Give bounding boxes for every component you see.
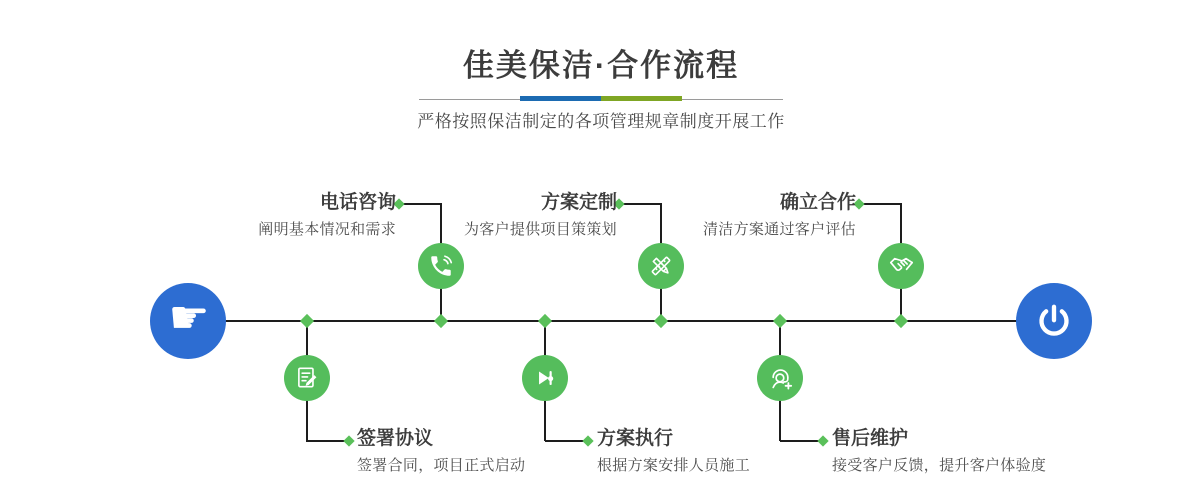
step-desc: 阐明基本情况和需求 xyxy=(258,221,396,238)
page-title: 佳美保洁·合作流程 xyxy=(462,48,740,83)
headset-plus-icon xyxy=(767,365,794,392)
page-subtitle: 严格按照保洁制定的各项管理规章制度开展工作 xyxy=(417,112,785,131)
timeline-line xyxy=(188,320,1054,322)
step-node-execution xyxy=(522,355,568,401)
step-desc: 签署合同，项目正式启动 xyxy=(357,457,526,474)
step-desc: 为客户提供项目策策划 xyxy=(463,221,617,238)
step-title: 方案执行 xyxy=(597,428,674,449)
phone-icon xyxy=(428,253,454,279)
label-diamond xyxy=(817,435,828,446)
timeline-start-node xyxy=(150,283,226,359)
connector-line xyxy=(861,203,902,205)
step-title: 售后维护 xyxy=(832,428,909,449)
step-label-phone xyxy=(258,193,396,239)
step-title: 签署协议 xyxy=(357,428,434,449)
timeline-node-diamond xyxy=(773,314,787,328)
step-title: 电话咨询 xyxy=(319,192,396,213)
step-desc: 清洁方案通过客户评估 xyxy=(702,221,856,238)
connector-line xyxy=(306,440,347,442)
step-node-phone xyxy=(418,243,464,289)
timeline-node-diamond xyxy=(434,314,448,328)
step-label-cooperation xyxy=(703,193,856,239)
step-node-aftersales xyxy=(757,355,803,401)
title-divider-green-segment xyxy=(601,96,682,101)
step-label-contract xyxy=(357,429,525,475)
timeline-end-node xyxy=(1016,283,1092,359)
title-divider-blue-segment xyxy=(520,96,601,101)
step-label-design xyxy=(464,193,617,239)
connector-line xyxy=(545,440,586,442)
play-next-icon xyxy=(532,365,558,391)
handshake-icon xyxy=(888,253,915,280)
timeline-node-diamond xyxy=(300,314,314,328)
power-icon xyxy=(1034,301,1074,341)
step-label-execution xyxy=(597,429,750,475)
step-title: 方案定制 xyxy=(540,192,617,213)
connector-line xyxy=(401,203,441,205)
connector-line xyxy=(780,440,821,442)
step-node-contract xyxy=(284,355,330,401)
step-desc: 接受客户反馈，提升客户体验度 xyxy=(832,457,1047,474)
step-label-aftersales xyxy=(832,429,1046,475)
pencil-ruler-icon xyxy=(648,253,674,279)
timeline-node-diamond xyxy=(894,314,908,328)
label-diamond xyxy=(343,435,354,446)
step-desc: 根据方案安排人员施工 xyxy=(597,457,751,474)
hand-pointer-icon: ☛ xyxy=(168,291,210,343)
contract-sign-icon xyxy=(294,365,320,391)
timeline-node-diamond xyxy=(538,314,552,328)
step-node-design xyxy=(638,243,684,289)
timeline-node-diamond xyxy=(654,314,668,328)
label-diamond xyxy=(582,435,593,446)
step-node-cooperation xyxy=(878,243,924,289)
connector-line xyxy=(621,203,662,205)
step-title: 确立合作 xyxy=(779,192,856,213)
